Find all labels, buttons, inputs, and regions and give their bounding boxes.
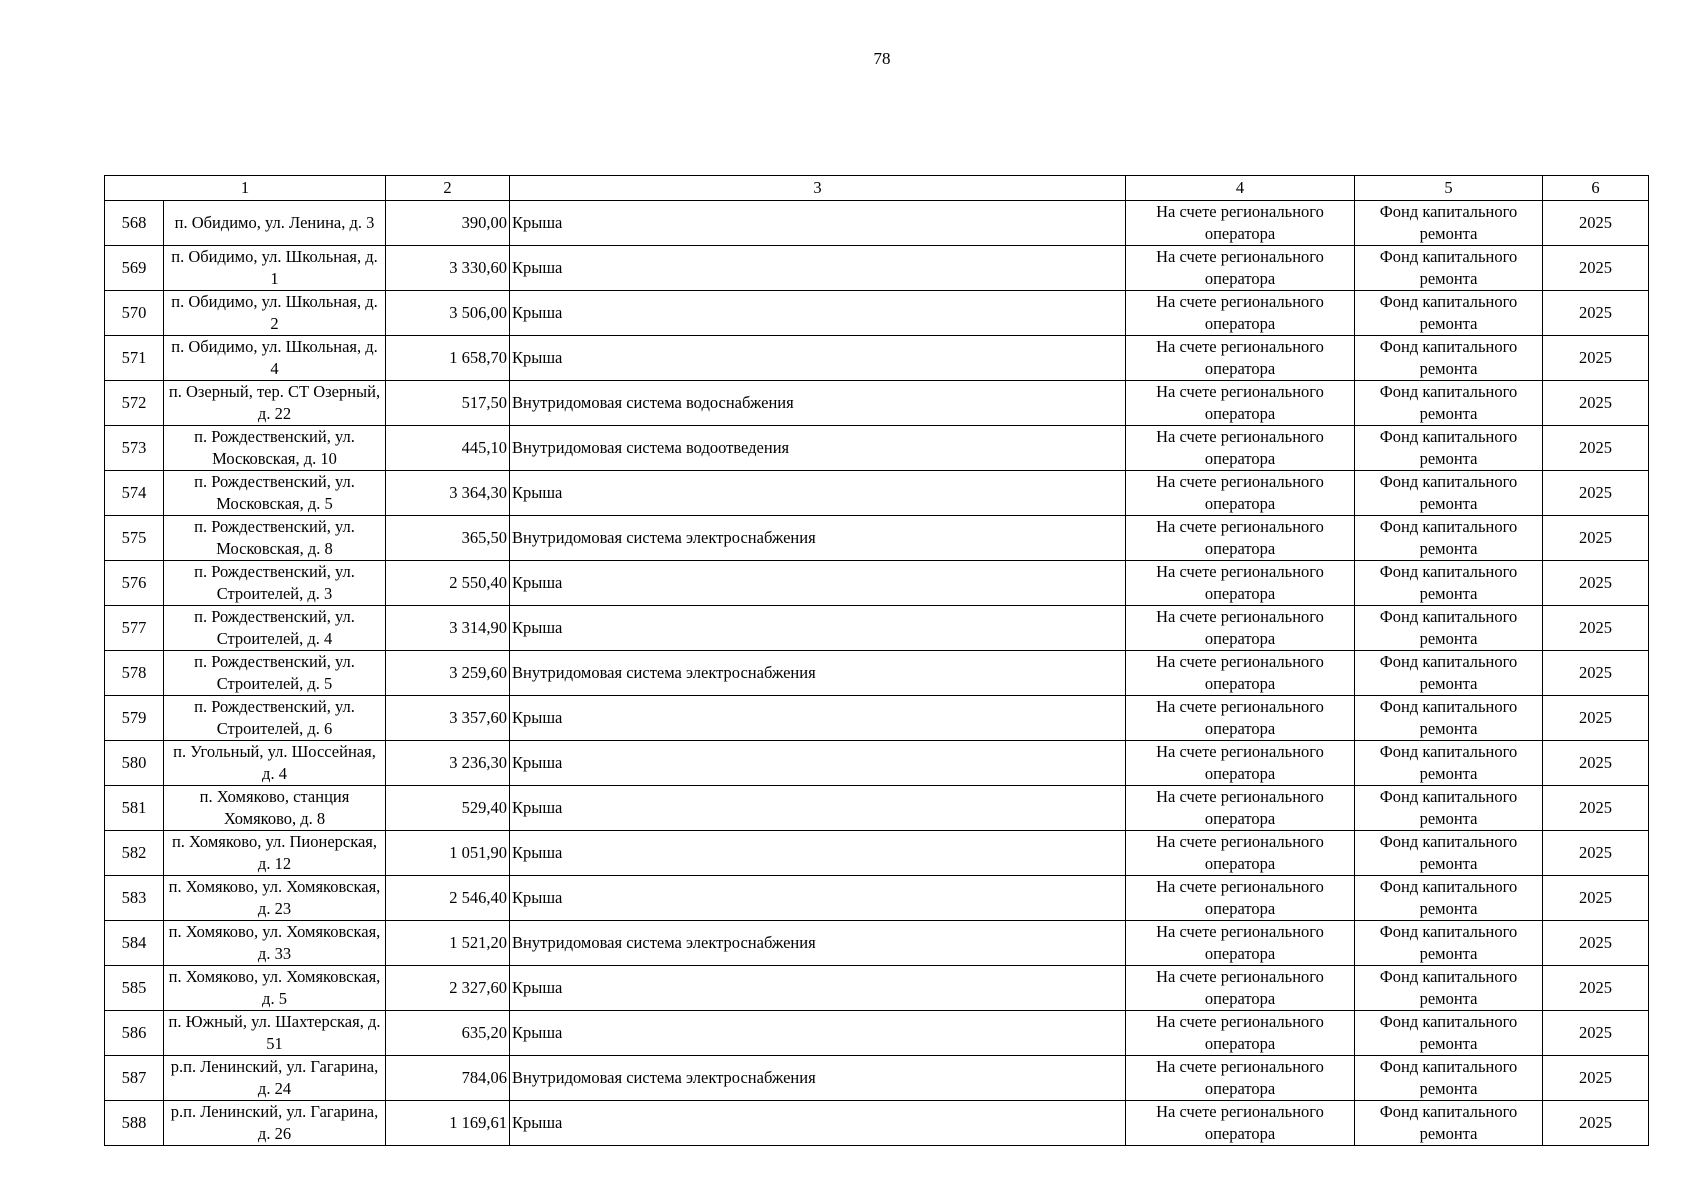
fund-cell: Фонд капитального ремонта xyxy=(1355,741,1543,786)
fund-cell: Фонд капитального ремонта xyxy=(1355,651,1543,696)
year-cell: 2025 xyxy=(1543,561,1649,606)
row-number: 578 xyxy=(105,651,164,696)
area-cell: 3 357,60 xyxy=(386,696,510,741)
work-type-cell: Внутридомовая система электроснабжения xyxy=(510,516,1126,561)
row-number: 569 xyxy=(105,246,164,291)
year-cell: 2025 xyxy=(1543,966,1649,1011)
row-number: 587 xyxy=(105,1056,164,1101)
area-cell: 1 521,20 xyxy=(386,921,510,966)
account-cell: На счете регионального оператора xyxy=(1126,786,1355,831)
fund-cell: Фонд капитального ремонта xyxy=(1355,381,1543,426)
address-cell: п. Рождественский, ул. Московская, д. 8 xyxy=(164,516,386,561)
address-cell: п. Обидимо, ул. Школьная, д. 4 xyxy=(164,336,386,381)
table-row xyxy=(105,516,1649,561)
row-number: 575 xyxy=(105,516,164,561)
row-number: 586 xyxy=(105,1011,164,1056)
fund-cell: Фонд капитального ремонта xyxy=(1355,516,1543,561)
table-row xyxy=(105,561,1649,606)
area-cell: 3 364,30 xyxy=(386,471,510,516)
table-row xyxy=(105,1101,1649,1146)
address-cell: п. Южный, ул. Шахтерская, д. 51 xyxy=(164,1011,386,1056)
table-row xyxy=(105,741,1649,786)
account-cell: На счете регионального оператора xyxy=(1126,471,1355,516)
work-type-cell: Крыша xyxy=(510,246,1126,291)
account-cell: На счете регионального оператора xyxy=(1126,381,1355,426)
area-cell: 3 506,00 xyxy=(386,291,510,336)
table-row xyxy=(105,291,1649,336)
address-cell: п. Рождественский, ул. Строителей, д. 6 xyxy=(164,696,386,741)
column-header-2: 2 xyxy=(386,176,510,201)
area-cell: 635,20 xyxy=(386,1011,510,1056)
fund-cell: Фонд капитального ремонта xyxy=(1355,291,1543,336)
work-type-cell: Внутридомовая система электроснабжения xyxy=(510,651,1126,696)
area-cell: 784,06 xyxy=(386,1056,510,1101)
work-type-cell: Крыша xyxy=(510,336,1126,381)
account-cell: На счете регионального оператора xyxy=(1126,246,1355,291)
year-cell: 2025 xyxy=(1543,876,1649,921)
account-cell: На счете регионального оператора xyxy=(1126,876,1355,921)
work-type-cell: Крыша xyxy=(510,606,1126,651)
account-cell: На счете регионального оператора xyxy=(1126,516,1355,561)
year-cell: 2025 xyxy=(1543,1101,1649,1146)
area-cell: 3 314,90 xyxy=(386,606,510,651)
year-cell: 2025 xyxy=(1543,291,1649,336)
year-cell: 2025 xyxy=(1543,651,1649,696)
table-row xyxy=(105,606,1649,651)
year-cell: 2025 xyxy=(1543,741,1649,786)
row-number: 579 xyxy=(105,696,164,741)
fund-cell: Фонд капитального ремонта xyxy=(1355,561,1543,606)
area-cell: 2 546,40 xyxy=(386,876,510,921)
area-cell: 517,50 xyxy=(386,381,510,426)
address-cell: р.п. Ленинский, ул. Гагарина, д. 24 xyxy=(164,1056,386,1101)
address-cell: п. Хомяково, ул. Хомяковская, д. 5 xyxy=(164,966,386,1011)
row-number: 583 xyxy=(105,876,164,921)
area-cell: 445,10 xyxy=(386,426,510,471)
fund-cell: Фонд капитального ремонта xyxy=(1355,831,1543,876)
capital-repair-table xyxy=(104,175,1649,1146)
row-number: 570 xyxy=(105,291,164,336)
row-number: 582 xyxy=(105,831,164,876)
work-type-cell: Крыша xyxy=(510,696,1126,741)
work-type-cell: Внутридомовая система электроснабжения xyxy=(510,921,1126,966)
year-cell: 2025 xyxy=(1543,831,1649,876)
work-type-cell: Крыша xyxy=(510,831,1126,876)
work-type-cell: Крыша xyxy=(510,741,1126,786)
account-cell: На счете регионального оператора xyxy=(1126,1101,1355,1146)
address-cell: п. Рождественский, ул. Строителей, д. 3 xyxy=(164,561,386,606)
table-row xyxy=(105,336,1649,381)
row-number: 588 xyxy=(105,1101,164,1146)
work-type-cell: Внутридомовая система водоснабжения xyxy=(510,381,1126,426)
area-cell: 1 051,90 xyxy=(386,831,510,876)
address-cell: п. Хомяково, ул. Хомяковская, д. 33 xyxy=(164,921,386,966)
address-cell: п. Хомяково, ул. Хомяковская, д. 23 xyxy=(164,876,386,921)
work-type-cell: Крыша xyxy=(510,1101,1126,1146)
page-number: 78 xyxy=(873,49,891,68)
area-cell: 2 327,60 xyxy=(386,966,510,1011)
fund-cell: Фонд капитального ремонта xyxy=(1355,921,1543,966)
year-cell: 2025 xyxy=(1543,336,1649,381)
area-cell: 3 236,30 xyxy=(386,741,510,786)
account-cell: На счете регионального оператора xyxy=(1126,201,1355,246)
work-type-cell: Крыша xyxy=(510,876,1126,921)
address-cell: п. Угольный, ул. Шоссейная, д. 4 xyxy=(164,741,386,786)
table-body xyxy=(105,201,1649,1146)
account-cell: На счете регионального оператора xyxy=(1126,606,1355,651)
account-cell: На счете регионального оператора xyxy=(1126,1056,1355,1101)
fund-cell: Фонд капитального ремонта xyxy=(1355,336,1543,381)
year-cell: 2025 xyxy=(1543,246,1649,291)
area-cell: 1 658,70 xyxy=(386,336,510,381)
year-cell: 2025 xyxy=(1543,471,1649,516)
address-cell: п. Обидимо, ул. Ленина, д. 3 xyxy=(164,201,386,246)
address-cell: п. Рождественский, ул. Московская, д. 10 xyxy=(164,426,386,471)
fund-cell: Фонд капитального ремонта xyxy=(1355,1056,1543,1101)
table-row xyxy=(105,786,1649,831)
address-cell: п. Рождественский, ул. Строителей, д. 5 xyxy=(164,651,386,696)
row-number: 568 xyxy=(105,201,164,246)
address-cell: п. Рождественский, ул. Московская, д. 5 xyxy=(164,471,386,516)
address-cell: п. Хомяково, ул. Пионерская, д. 12 xyxy=(164,831,386,876)
address-cell: п. Озерный, тер. СТ Озерный, д. 22 xyxy=(164,381,386,426)
year-cell: 2025 xyxy=(1543,516,1649,561)
account-cell: На счете регионального оператора xyxy=(1126,336,1355,381)
table-row xyxy=(105,966,1649,1011)
year-cell: 2025 xyxy=(1543,381,1649,426)
address-cell: п. Рождественский, ул. Строителей, д. 4 xyxy=(164,606,386,651)
row-number: 574 xyxy=(105,471,164,516)
account-cell: На счете регионального оператора xyxy=(1126,741,1355,786)
row-number: 572 xyxy=(105,381,164,426)
work-type-cell: Крыша xyxy=(510,561,1126,606)
year-cell: 2025 xyxy=(1543,1056,1649,1101)
row-number: 571 xyxy=(105,336,164,381)
column-header-4: 4 xyxy=(1126,176,1355,201)
table-row xyxy=(105,921,1649,966)
area-cell: 3 330,60 xyxy=(386,246,510,291)
row-number: 585 xyxy=(105,966,164,1011)
table-header-row xyxy=(105,176,1649,201)
fund-cell: Фонд капитального ремонта xyxy=(1355,606,1543,651)
area-cell: 2 550,40 xyxy=(386,561,510,606)
year-cell: 2025 xyxy=(1543,696,1649,741)
row-number: 576 xyxy=(105,561,164,606)
year-cell: 2025 xyxy=(1543,426,1649,471)
row-number: 584 xyxy=(105,921,164,966)
year-cell: 2025 xyxy=(1543,786,1649,831)
table-row xyxy=(105,471,1649,516)
table-row xyxy=(105,246,1649,291)
area-cell: 1 169,61 xyxy=(386,1101,510,1146)
work-type-cell: Крыша xyxy=(510,201,1126,246)
address-cell: п. Хомяково, станция Хомяково, д. 8 xyxy=(164,786,386,831)
table-row xyxy=(105,426,1649,471)
fund-cell: Фонд капитального ремонта xyxy=(1355,696,1543,741)
fund-cell: Фонд капитального ремонта xyxy=(1355,966,1543,1011)
account-cell: На счете регионального оператора xyxy=(1126,966,1355,1011)
address-cell: р.п. Ленинский, ул. Гагарина, д. 26 xyxy=(164,1101,386,1146)
fund-cell: Фонд капитального ремонта xyxy=(1355,201,1543,246)
fund-cell: Фонд капитального ремонта xyxy=(1355,1011,1543,1056)
table-row xyxy=(105,831,1649,876)
table-row xyxy=(105,651,1649,696)
fund-cell: Фонд капитального ремонта xyxy=(1355,471,1543,516)
area-cell: 390,00 xyxy=(386,201,510,246)
work-type-cell: Крыша xyxy=(510,786,1126,831)
work-type-cell: Внутридомовая система электроснабжения xyxy=(510,1056,1126,1101)
work-type-cell: Внутридомовая система водоотведения xyxy=(510,426,1126,471)
address-cell: п. Обидимо, ул. Школьная, д. 1 xyxy=(164,246,386,291)
table-row xyxy=(105,876,1649,921)
row-number: 573 xyxy=(105,426,164,471)
account-cell: На счете регионального оператора xyxy=(1126,291,1355,336)
account-cell: На счете регионального оператора xyxy=(1126,831,1355,876)
table-row xyxy=(105,381,1649,426)
account-cell: На счете регионального оператора xyxy=(1126,651,1355,696)
year-cell: 2025 xyxy=(1543,1011,1649,1056)
account-cell: На счете регионального оператора xyxy=(1126,1011,1355,1056)
account-cell: На счете регионального оператора xyxy=(1126,921,1355,966)
column-header-5: 5 xyxy=(1355,176,1543,201)
address-cell: п. Обидимо, ул. Школьная, д. 2 xyxy=(164,291,386,336)
row-number: 580 xyxy=(105,741,164,786)
work-type-cell: Крыша xyxy=(510,471,1126,516)
account-cell: На счете регионального оператора xyxy=(1126,426,1355,471)
year-cell: 2025 xyxy=(1543,606,1649,651)
table-row xyxy=(105,201,1649,246)
area-cell: 529,40 xyxy=(386,786,510,831)
account-cell: На счете регионального оператора xyxy=(1126,561,1355,606)
table-row xyxy=(105,1056,1649,1101)
table-row xyxy=(105,696,1649,741)
fund-cell: Фонд капитального ремонта xyxy=(1355,246,1543,291)
area-cell: 3 259,60 xyxy=(386,651,510,696)
fund-cell: Фонд капитального ремонта xyxy=(1355,786,1543,831)
fund-cell: Фонд капитального ремонта xyxy=(1355,1101,1543,1146)
year-cell: 2025 xyxy=(1543,201,1649,246)
column-header-1: 1 xyxy=(105,176,386,201)
column-header-6: 6 xyxy=(1543,176,1649,201)
account-cell: На счете регионального оператора xyxy=(1126,696,1355,741)
row-number: 577 xyxy=(105,606,164,651)
area-cell: 365,50 xyxy=(386,516,510,561)
work-type-cell: Крыша xyxy=(510,966,1126,1011)
work-type-cell: Крыша xyxy=(510,291,1126,336)
table-row xyxy=(105,1011,1649,1056)
work-type-cell: Крыша xyxy=(510,1011,1126,1056)
column-header-3: 3 xyxy=(510,176,1126,201)
fund-cell: Фонд капитального ремонта xyxy=(1355,876,1543,921)
row-number: 581 xyxy=(105,786,164,831)
year-cell: 2025 xyxy=(1543,921,1649,966)
fund-cell: Фонд капитального ремонта xyxy=(1355,426,1543,471)
